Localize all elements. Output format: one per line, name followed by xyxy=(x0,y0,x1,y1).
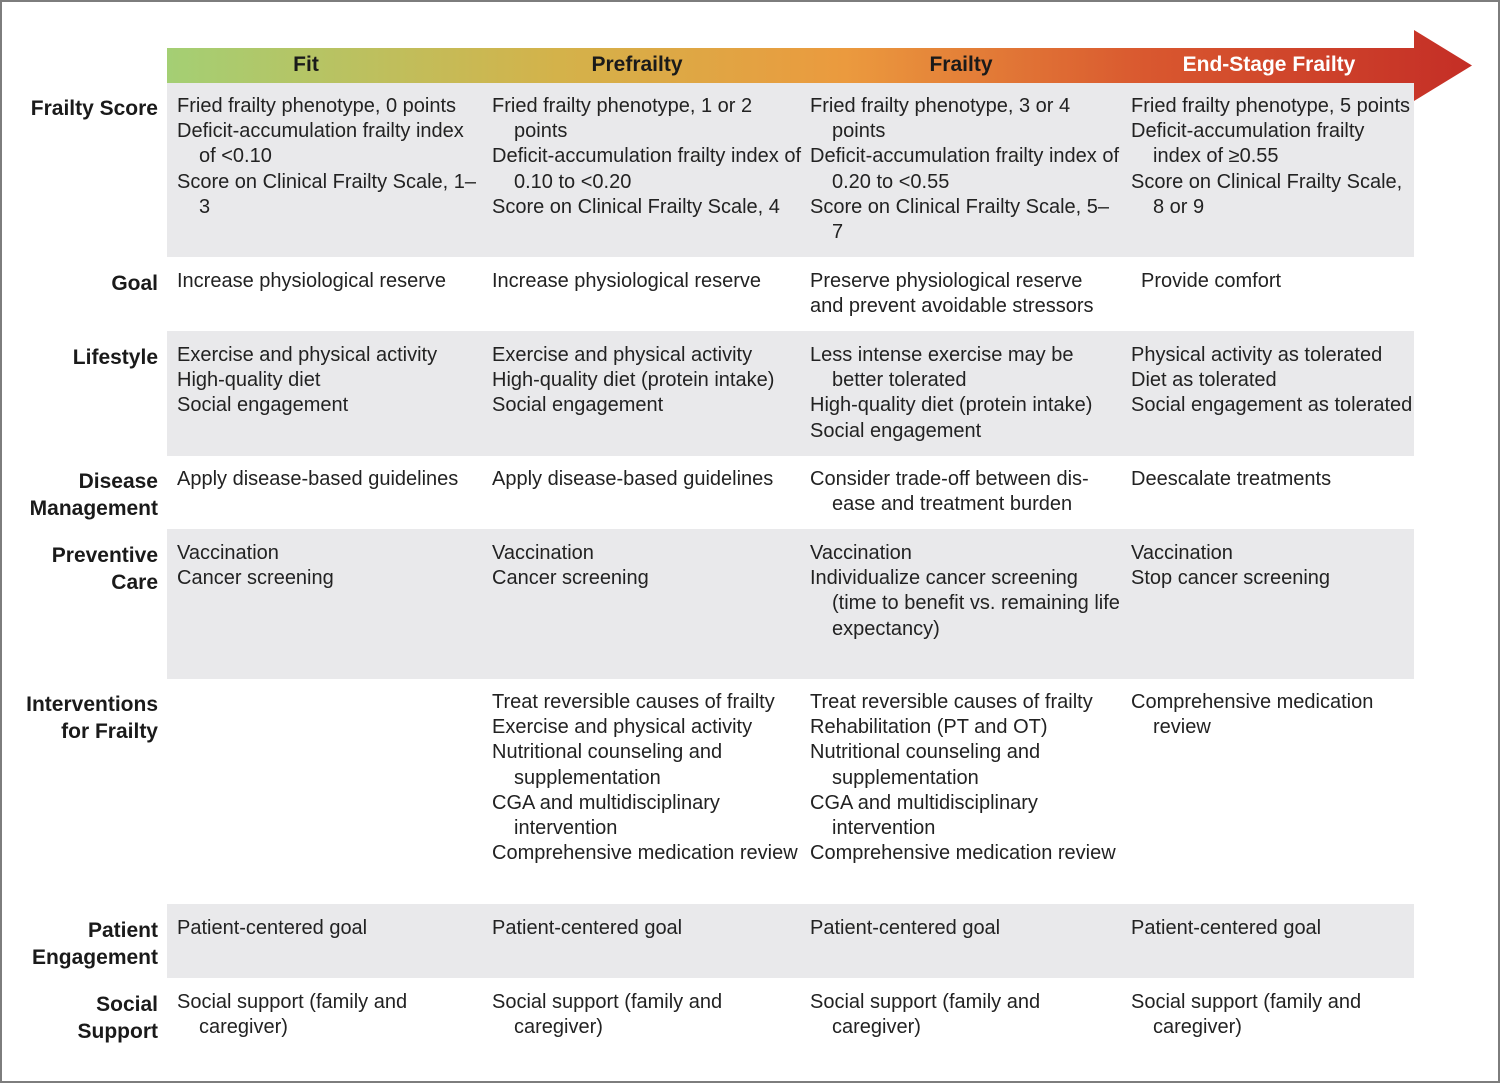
cell-item: Comprehensive medication review xyxy=(492,842,798,865)
cell-item: Fried frailty phenotype, 0 points xyxy=(177,95,457,117)
cell-item: Nutritional counseling and supplementation xyxy=(810,741,1041,789)
cell-item: Score on Clinical Frailty Scale, 8 or 9 xyxy=(1131,170,1403,218)
cell-item: Vaccination xyxy=(177,542,279,564)
stage-label-end-stage-frailty: End-Stage Frailty xyxy=(1182,53,1356,76)
table-cell xyxy=(492,343,802,419)
cell-item: Apply disease-based guidelines xyxy=(177,468,459,490)
cell-item: Social support (family and caregiver) xyxy=(492,991,723,1039)
row-label-line: for Frailty xyxy=(61,720,158,743)
table-cell xyxy=(492,690,802,866)
row-label xyxy=(8,691,158,745)
table-cell xyxy=(1131,916,1416,941)
cell-item: Score on Clinical Frailty Scale, 1–3 xyxy=(177,170,477,218)
table-cell xyxy=(1131,541,1416,591)
cell-item: Cancer screening xyxy=(177,567,334,590)
table-cell xyxy=(1131,990,1416,1040)
cell-item: Exercise and physical activity xyxy=(492,344,753,366)
cell-item: Treat reversible causes of frailty xyxy=(492,691,775,713)
cell-item: Social support (family and caregiver) xyxy=(177,991,408,1039)
table-cell xyxy=(492,990,802,1040)
cell-item: Preserve physiological reserve xyxy=(810,270,1083,292)
row-label-line: Support xyxy=(77,1020,158,1043)
cell-item: Deescalate treatments xyxy=(1131,468,1332,490)
cell-item: Nutritional counseling and supplementation xyxy=(492,741,723,789)
row-label xyxy=(8,344,158,371)
stage-label-prefrailty: Prefrailty xyxy=(591,53,683,76)
table-cell xyxy=(810,541,1120,642)
row-label-line: Goal xyxy=(111,272,158,295)
cell-item: Increase physiological reserve xyxy=(177,270,447,292)
row-label-line: Frailty Score xyxy=(30,97,158,120)
stage-label-frailty: Frailty xyxy=(929,53,993,76)
table-cell xyxy=(810,343,1120,444)
cell-item: Vaccination xyxy=(810,542,912,564)
row-label-line: Social xyxy=(96,993,158,1016)
row-label xyxy=(8,542,158,596)
row-label-line: Interventions xyxy=(26,693,158,716)
cell-item: Social support (family and caregiver) xyxy=(1131,991,1362,1039)
table-cell xyxy=(177,467,477,492)
cell-item: Less intense exercise may be better tolerated xyxy=(810,344,1074,392)
cell-item: High-quality diet (protein intake) xyxy=(810,394,1093,417)
cell-item: Exercise and physical activity xyxy=(177,344,438,366)
table-cell xyxy=(1141,269,1426,294)
cell-item: Vaccination xyxy=(492,542,594,564)
row-label xyxy=(8,270,158,297)
table-cell xyxy=(810,467,1120,517)
row-label-line: Lifestyle xyxy=(72,346,158,369)
table-cell xyxy=(177,269,477,294)
table-cell xyxy=(492,269,802,294)
table-cell xyxy=(1131,467,1416,492)
row-label-line: Care xyxy=(111,571,158,594)
table-cell xyxy=(810,990,1120,1040)
cell-item: Score on Clinical Frailty Scale, 5–7 xyxy=(810,195,1110,244)
row-label-line: Disease xyxy=(78,470,158,493)
table-cell xyxy=(810,916,1120,941)
cell-item: and prevent avoidable stressors xyxy=(810,295,1094,318)
row-label-line: Management xyxy=(29,497,158,520)
cell-item: Vaccination xyxy=(1131,542,1233,564)
table-cell xyxy=(177,916,477,941)
table-cell xyxy=(810,690,1120,866)
cell-item: Fried frailty phenotype, 5 points xyxy=(1131,95,1411,117)
cell-item: Provide comfort xyxy=(1141,270,1282,292)
table-cell xyxy=(492,94,802,220)
cell-item: Social engagement xyxy=(492,394,664,417)
cell-item: Social engagement as tolerated xyxy=(1131,394,1413,417)
cell-item: Fried frailty phenotype, 1 or 2 points xyxy=(492,95,753,143)
row-label xyxy=(8,991,158,1045)
cell-item: Treat reversible causes of frailty xyxy=(810,691,1093,713)
table-cell xyxy=(1131,94,1416,220)
cell-item: Exercise and physical activity xyxy=(492,716,753,739)
cell-item: Apply disease-based guidelines xyxy=(492,468,774,490)
table-cell xyxy=(1131,343,1416,419)
cell-item: Patient-centered goal xyxy=(1131,917,1322,939)
cell-item: Deficit-accumulation frailty index of <0.10 xyxy=(177,120,464,168)
cell-item: Increase physiological reserve xyxy=(492,270,762,292)
cell-item: Deficit-accumulation frailty index of ≥0.55 xyxy=(1131,120,1365,168)
cell-item: Cancer screening xyxy=(492,567,649,590)
table-cell xyxy=(177,541,477,591)
row-label-line: Engagement xyxy=(31,946,158,969)
row-label xyxy=(8,917,158,971)
cell-item: Individualize cancer screening (time to benefit vs. remaining life expectancy) xyxy=(810,567,1120,640)
table-cell xyxy=(810,269,1120,319)
cell-item: Diet as tolerated xyxy=(1131,369,1277,392)
table-cell xyxy=(492,467,802,492)
cell-item: Patient-centered goal xyxy=(492,917,683,939)
cell-item: Comprehensive medication review xyxy=(810,842,1116,865)
table-cell xyxy=(177,94,477,220)
row-label-line: Patient xyxy=(87,919,158,942)
cell-item: High-quality diet xyxy=(177,369,321,392)
cell-item: Comprehensive medication review xyxy=(1131,691,1374,739)
table-cell xyxy=(177,343,477,419)
cell-item: Rehabilitation (PT and OT) xyxy=(810,716,1048,739)
cell-item: Consider trade-off between dis- ease and treatment burden xyxy=(810,468,1089,516)
table-cell xyxy=(492,541,802,591)
cell-item: Physical activity as tolerated xyxy=(1131,344,1383,366)
cell-item: CGA and multidisciplinary intervention xyxy=(492,791,720,840)
cell-item: Patient-centered goal xyxy=(177,917,368,939)
cell-item: Social engagement xyxy=(810,419,982,442)
cell-item: Fried frailty phenotype, 3 or 4 points xyxy=(810,95,1071,143)
stage-label-fit: Fit xyxy=(293,53,319,76)
cell-item: Score on Clinical Frailty Scale, 4 xyxy=(492,195,780,218)
cell-item: Deficit-accumulation frailty index of 0.10 to <0.20 xyxy=(492,145,802,193)
table-cell xyxy=(177,990,477,1040)
cell-item: High-quality diet (protein intake) xyxy=(492,369,775,392)
cell-item: Social engagement xyxy=(177,394,349,417)
table-cell xyxy=(492,916,802,941)
cell-item: Patient-centered goal xyxy=(810,917,1001,939)
cell-item: Stop cancer screening xyxy=(1131,567,1331,590)
row-label xyxy=(8,95,158,122)
cell-item: Social support (family and caregiver) xyxy=(810,991,1041,1039)
table-cell xyxy=(1131,690,1416,740)
row-label-line: Preventive xyxy=(51,544,158,567)
cell-item: CGA and multidisciplinary intervention xyxy=(810,791,1038,840)
cell-item: Deficit-accumulation frailty index of 0.20 to <0.55 xyxy=(810,145,1120,193)
table-cell xyxy=(810,94,1120,245)
row-label xyxy=(8,468,158,522)
